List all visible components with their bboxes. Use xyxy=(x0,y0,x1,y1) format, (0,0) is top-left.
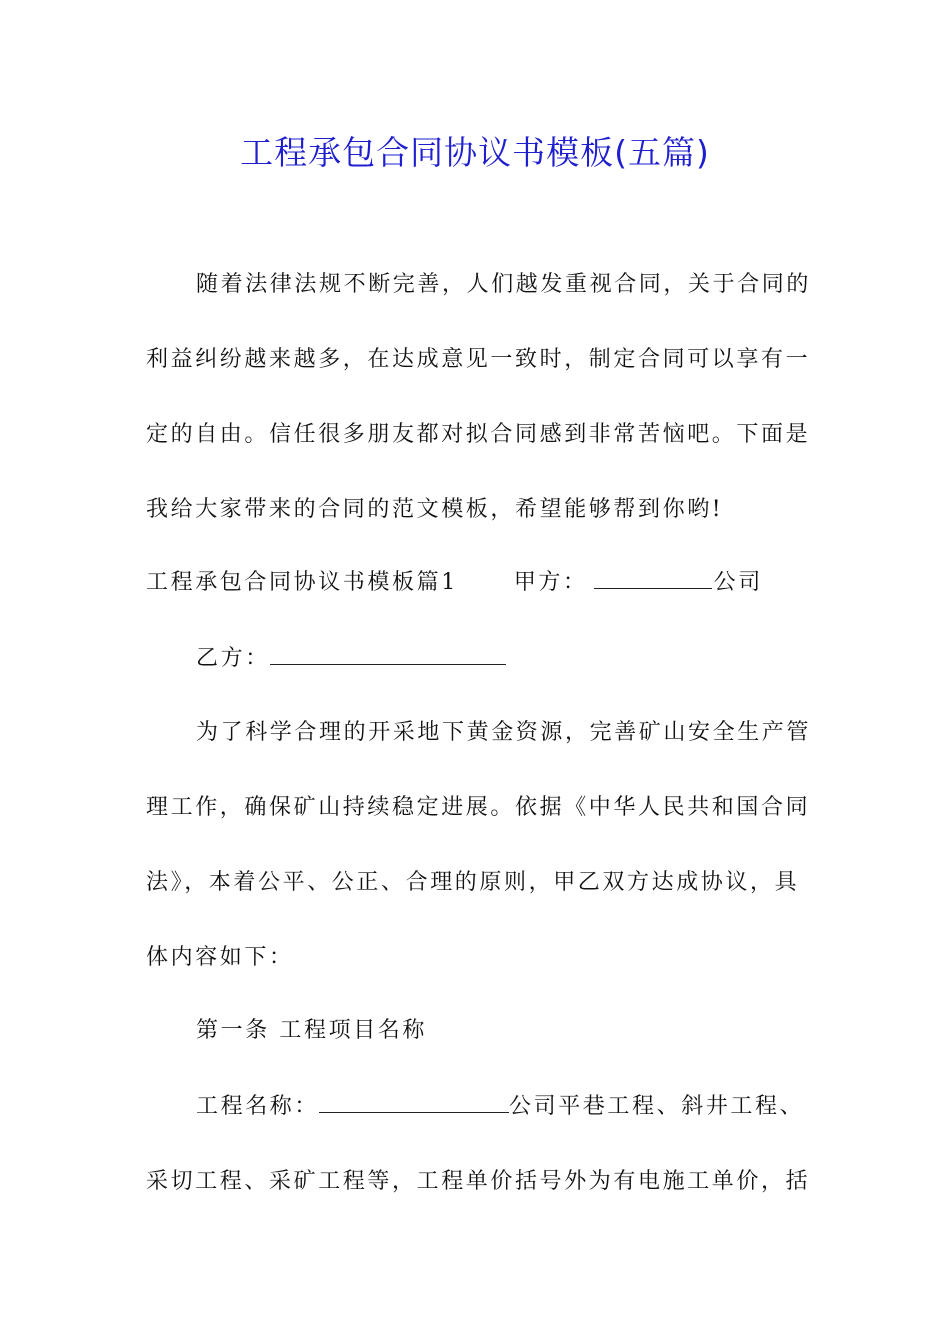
party-b-line xyxy=(196,644,806,674)
project-name-line xyxy=(196,1092,806,1122)
para2-line-1: 采切工程、采矿工程等，工程单价括号外为有电施工单价，括 xyxy=(146,1169,811,1194)
party-a-label: 甲方： xyxy=(513,570,588,595)
project-name-rest: 公司平巷工程、斜井工程、 xyxy=(509,1094,805,1119)
project-name-blank xyxy=(319,1092,509,1113)
intro-line-2: 利益纠纷越来越多，在达成意见一致时，制定合同可以享有一 xyxy=(146,347,811,372)
article1-heading: 第一条 工程项目名称 xyxy=(196,1018,427,1043)
party-a-blank xyxy=(594,568,712,589)
intro-line-1: 随着法律法规不断完善，人们越发重视合同，关于合同的 xyxy=(196,272,812,297)
section1-heading: 工程承包合同协议书模板篇1 xyxy=(146,570,458,595)
intro-line-4: 我给大家带来的合同的范文模板，希望能够帮到你哟! xyxy=(146,497,724,522)
party-b-label: 乙方： xyxy=(196,646,270,671)
para1-line-1: 为了科学合理的开采地下黄金资源，完善矿山安全生产管 xyxy=(196,720,812,745)
intro-line-3: 定的自由。信任很多朋友都对拟合同感到非常苦恼吧。下面是 xyxy=(146,422,811,447)
project-name-label: 工程名称： xyxy=(196,1094,320,1119)
section1-line xyxy=(146,568,806,598)
document-title: 工程承包合同协议书模板(五篇) xyxy=(240,133,710,172)
party-b-blank xyxy=(270,644,506,665)
party-a-suffix: 公司 xyxy=(713,570,763,595)
para1-line-2: 理工作，确保矿山持续稳定进展。依据《中华人民共和国合同 xyxy=(146,795,811,820)
para1-line-4: 体内容如下： xyxy=(146,945,294,970)
para1-line-3: 法》，本着公平、公正、合理的原则，甲乙双方达成协议，具 xyxy=(146,870,800,895)
